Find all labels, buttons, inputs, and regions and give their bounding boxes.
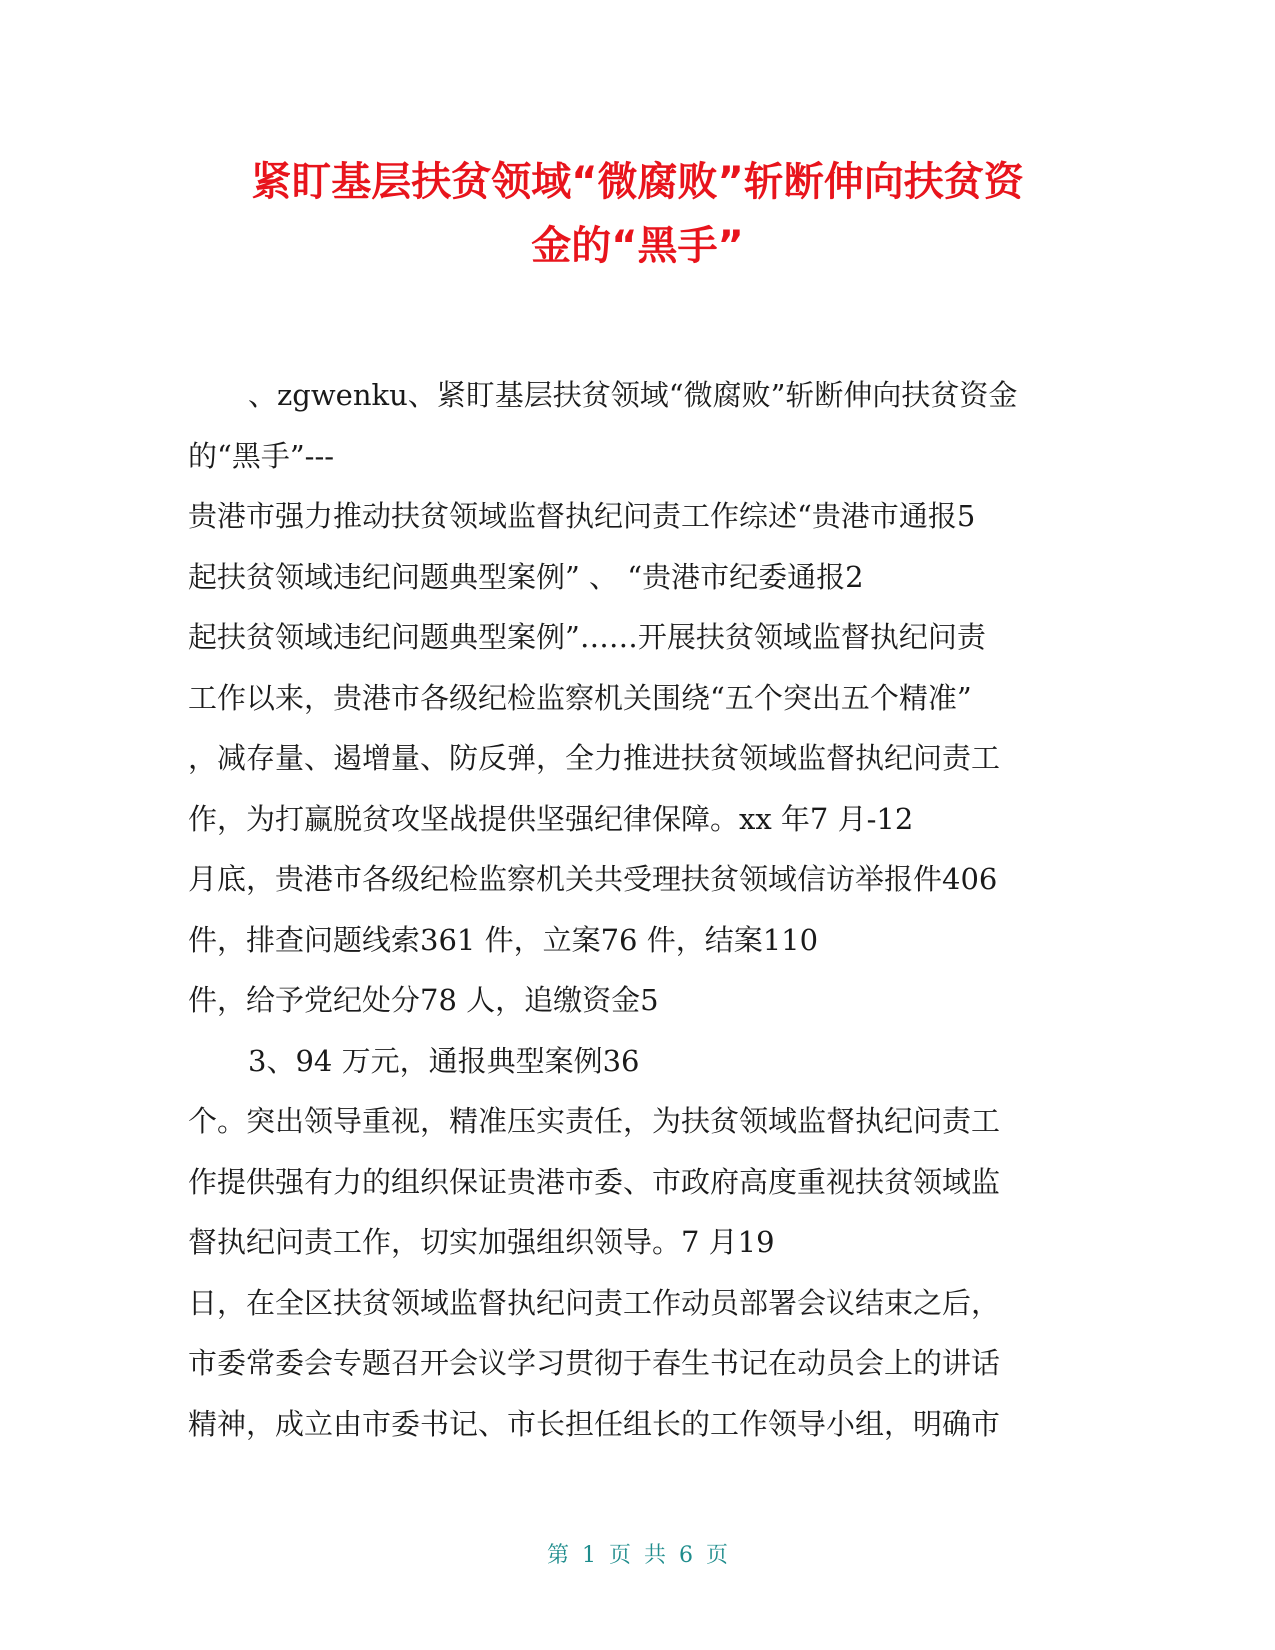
body-line: ，减存量、遏增量、防反弹，全力推进扶贫领域监督执纪问责工	[188, 741, 1001, 775]
body-line: 个。突出领导重视，精准压实责任，为扶贫领域监督执纪问责工	[188, 1104, 1001, 1138]
body-line: 件，排查问题线索361 件，立案76 件，结案110	[188, 922, 819, 957]
body-line: 督执纪问责工作，切实加强组织领导。7 月19	[188, 1225, 775, 1259]
body-line: 件，给予党纪处分78 人，追缴资金5	[188, 983, 659, 1017]
page-number-footer: 第 1 页 共 6 页	[547, 1543, 728, 1568]
body-line: 月底，贵港市各级纪检监察机关共受理扶贫领域信访举报件406	[188, 862, 998, 896]
body-line: 市委常委会专题召开会议学习贯彻于春生书记在动员会上的讲话	[188, 1346, 1001, 1380]
body-line: 、zgwenku、紧盯基层扶贫领域“微腐败”斩断伸向扶贫资金	[248, 378, 1018, 412]
document-title	[150, 150, 1125, 278]
body-line: 作提供强有力的组织保证贵港市委、市政府高度重视扶贫领域监	[188, 1164, 1001, 1199]
body-line: 3、94 万元，通报典型案例36	[248, 1043, 640, 1078]
title-line: 紧盯基层扶贫领域“微腐败”斩断伸向扶贫资	[251, 159, 1024, 205]
body-line: 日，在全区扶贫领域监督执纪问责工作动员部署会议结束之后，	[188, 1285, 1001, 1320]
body-line: 贵港市强力推动扶贫领域监督执纪问责工作综述“贵港市通报5	[188, 499, 976, 533]
body-line: 的“黑手”---	[188, 438, 335, 473]
body-line: 作，为打赢脱贫攻坚战提供坚强纪律保障。xx 年7 月-12	[188, 801, 914, 836]
body-line: 起扶贫领域违纪问题典型案例”……开展扶贫领域监督执纪问责	[188, 620, 986, 654]
body-line: 起扶贫领域违纪问题典型案例” 、 “贵港市纪委通报2	[188, 559, 864, 594]
title-line: 金的“黑手”	[531, 223, 744, 269]
document-body	[188, 365, 1088, 1454]
body-line: 精神，成立由市委书记、市长担任组长的工作领导小组，明确市	[188, 1406, 1001, 1441]
body-line: 工作以来，贵港市各级纪检监察机关围绕“五个突出五个精准”	[188, 680, 972, 715]
